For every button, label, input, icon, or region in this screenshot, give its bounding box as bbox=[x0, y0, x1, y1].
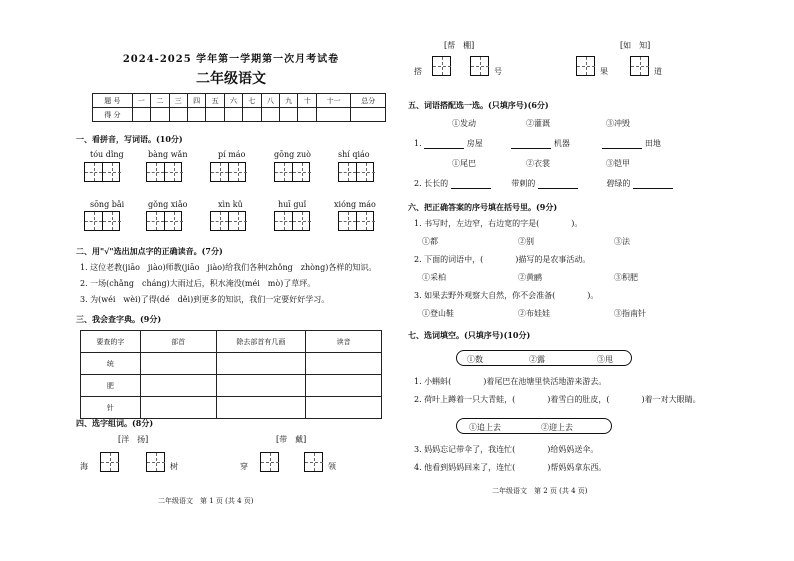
writing-box[interactable] bbox=[304, 452, 323, 472]
pinyin-label: gǒng xiǎo bbox=[148, 200, 188, 209]
writing-box[interactable] bbox=[338, 162, 374, 182]
dict-cell[interactable] bbox=[140, 375, 216, 397]
score-cell[interactable] bbox=[261, 108, 279, 122]
score-header-cell: 五 bbox=[206, 94, 224, 108]
char-pair: [如 知] bbox=[620, 41, 651, 50]
score-header-cell: 八 bbox=[261, 94, 279, 108]
writing-box[interactable] bbox=[84, 211, 120, 231]
writing-box[interactable] bbox=[470, 56, 489, 76]
option: ①都 bbox=[422, 237, 438, 246]
option: ①采柏 bbox=[422, 273, 446, 282]
option: ①登山鞋 bbox=[422, 309, 454, 318]
writing-box[interactable] bbox=[630, 56, 649, 76]
word-char: 海 bbox=[80, 462, 88, 471]
score-cell[interactable] bbox=[298, 108, 316, 122]
dict-cell[interactable] bbox=[216, 375, 306, 397]
dict-cell[interactable] bbox=[140, 353, 216, 375]
page-footer: 二年级语文 第 2 页 (共 4 页) bbox=[492, 487, 588, 495]
dict-char: 统 bbox=[81, 353, 141, 375]
word-bank-box bbox=[456, 418, 612, 434]
question-number: 1. bbox=[414, 139, 422, 148]
writing-box[interactable] bbox=[576, 56, 595, 76]
option: ②迎上去 bbox=[541, 423, 573, 432]
score-header-cell: 二 bbox=[151, 94, 169, 108]
writing-box[interactable] bbox=[146, 211, 182, 231]
dict-char: 针 bbox=[81, 397, 141, 419]
question-line: 3. 妈妈忘记带伞了，我连忙( )给妈妈送伞。 bbox=[414, 445, 599, 454]
option: ②灌溉 bbox=[526, 119, 550, 128]
score-header-cell: 九 bbox=[280, 94, 298, 108]
pinyin-label: xióng máo bbox=[334, 200, 376, 209]
option: ③冲毁 bbox=[606, 119, 630, 128]
subject-title: 二年级语文 bbox=[196, 71, 266, 87]
word-char: 果 bbox=[600, 67, 608, 76]
pinyin-label: shí qiáo bbox=[338, 150, 370, 159]
char-pair: [洋 扬] bbox=[118, 435, 149, 444]
char-pair: [帮 棚] bbox=[444, 41, 475, 50]
question-line: 1. 小蝌蚪( )着尾巴在池塘里快活地游来游去。 bbox=[414, 377, 607, 386]
score-row-label: 得 分 bbox=[93, 108, 133, 122]
section-7-title: 七、选词填空。(只填序号)(10分) bbox=[408, 330, 531, 340]
score-header-cell: 十 bbox=[298, 94, 316, 108]
question-line: 4. 他看到妈妈回来了，连忙( )帮妈妈拿东西。 bbox=[414, 463, 607, 472]
writing-box[interactable] bbox=[210, 211, 246, 231]
score-header-cell: 一 bbox=[132, 94, 150, 108]
dict-cell[interactable] bbox=[306, 397, 382, 419]
option: ②布娃娃 bbox=[518, 309, 550, 318]
writing-box[interactable] bbox=[432, 56, 451, 76]
word-bank-box bbox=[456, 350, 632, 366]
blank[interactable] bbox=[511, 141, 551, 149]
score-header-cell: 十一 bbox=[316, 94, 351, 108]
pinyin-label: pí máo bbox=[218, 150, 246, 159]
option: ②黄鹂 bbox=[518, 273, 542, 282]
pinyin-label: huī guǐ bbox=[278, 200, 307, 209]
score-cell[interactable] bbox=[316, 108, 351, 122]
question-line bbox=[414, 138, 661, 149]
question-line: 3. 为(wéi wèi)了得(dé děi)到更多的知识，我们一定要好好学习。 bbox=[80, 295, 330, 304]
score-cell[interactable] bbox=[243, 108, 261, 122]
question-line: 1. 这位老教(jiāo jiào)师教(jiāo jiào)给我们各种(zhǒng zhòng)各样的知识。 bbox=[80, 263, 377, 272]
word-char: 树 bbox=[170, 462, 178, 471]
dict-header: 除去部首有几画 bbox=[216, 331, 306, 353]
word-char: 号 bbox=[494, 67, 502, 76]
word: 带刺的 bbox=[511, 179, 536, 188]
option: ①尾巴 bbox=[452, 159, 476, 168]
option: ③指南针 bbox=[614, 309, 646, 318]
score-header-cell: 四 bbox=[187, 94, 205, 108]
question-line: 2. 一场(chǎng cháng)大雨过后，积水淹没(méi mò)了草坪。 bbox=[80, 279, 316, 288]
writing-box[interactable] bbox=[274, 162, 310, 182]
word: 田地 bbox=[644, 139, 661, 148]
word: 碧绿的 bbox=[606, 179, 631, 188]
right-page bbox=[408, 30, 718, 520]
option: ②露 bbox=[529, 355, 545, 364]
option: ①数 bbox=[467, 355, 483, 364]
dict-cell[interactable] bbox=[306, 375, 382, 397]
option: ②别 bbox=[518, 237, 534, 246]
dictionary-table bbox=[80, 330, 382, 419]
writing-box[interactable] bbox=[100, 452, 119, 472]
option: ①追上去 bbox=[469, 423, 501, 432]
writing-box[interactable] bbox=[260, 452, 279, 472]
question-line bbox=[414, 178, 673, 189]
section-5-title: 五、词语搭配选一选。(只填序号)(6分) bbox=[408, 100, 549, 110]
score-cell[interactable] bbox=[280, 108, 298, 122]
question-line: 2. 下面的词语中，( )描写的是农事活动。 bbox=[414, 255, 591, 264]
pinyin-label: gōng zuò bbox=[274, 150, 311, 159]
pinyin-label: xìn kǔ bbox=[218, 200, 243, 209]
dict-cell[interactable] bbox=[216, 353, 306, 375]
left-page bbox=[76, 30, 386, 520]
writing-box[interactable] bbox=[146, 452, 165, 472]
section-1-title: 一、看拼音，写词语。(10分) bbox=[76, 134, 183, 144]
exam-title: 2024-2025 学年第一学期第一次月考试卷 bbox=[122, 54, 340, 65]
score-header-cell: 七 bbox=[243, 94, 261, 108]
dict-cell[interactable] bbox=[216, 397, 306, 419]
option: ③铠甲 bbox=[606, 159, 630, 168]
score-cell[interactable] bbox=[151, 108, 169, 122]
section-3-title: 三、我会查字典。(9分) bbox=[76, 314, 162, 324]
blank[interactable] bbox=[424, 141, 464, 149]
option: ③积肥 bbox=[614, 273, 638, 282]
char-pair: [带 戴] bbox=[276, 435, 307, 444]
word: 房屋 bbox=[466, 139, 483, 148]
writing-box[interactable] bbox=[338, 211, 374, 231]
score-cell[interactable] bbox=[224, 108, 242, 122]
score-cell[interactable] bbox=[132, 108, 150, 122]
dict-header: 读音 bbox=[306, 331, 382, 353]
section-6-title: 六、把正确答案的序号填在括号里。(9分) bbox=[408, 202, 558, 212]
option: ①发动 bbox=[452, 119, 476, 128]
option: ②衣裳 bbox=[526, 159, 550, 168]
question-line: 1. 书写时，左边窄，右边宽的字是( )。 bbox=[414, 219, 583, 228]
blank[interactable] bbox=[538, 181, 578, 189]
score-cell[interactable] bbox=[187, 108, 205, 122]
dict-cell[interactable] bbox=[306, 353, 382, 375]
score-header-cell: 总分 bbox=[351, 94, 386, 108]
score-table bbox=[92, 93, 386, 122]
blank[interactable] bbox=[451, 181, 491, 189]
score-header-cell: 题 号 bbox=[93, 94, 133, 108]
pinyin-label: tóu dǐng bbox=[90, 150, 124, 159]
word-char: 搭 bbox=[414, 67, 422, 76]
word-char: 穿 bbox=[240, 462, 248, 471]
dict-cell[interactable] bbox=[140, 397, 216, 419]
option: ③法 bbox=[614, 237, 630, 246]
dict-header: 要查的字 bbox=[81, 331, 141, 353]
pinyin-label: bàng wǎn bbox=[148, 150, 188, 159]
word: 2. 长长的 bbox=[414, 179, 449, 188]
score-header-cell: 三 bbox=[169, 94, 187, 108]
dict-char: 肥 bbox=[81, 375, 141, 397]
score-header-cell: 六 bbox=[224, 94, 242, 108]
page-footer: 二年级语文 第 1 页 (共 4 页) bbox=[158, 497, 254, 505]
question-line: 2. 荷叶上蹲着一只大青蛙，( )着雪白的肚皮，( )着一对大眼睛。 bbox=[414, 395, 701, 404]
option: ③甩 bbox=[597, 355, 613, 364]
word-char: 道 bbox=[654, 67, 662, 76]
writing-box[interactable] bbox=[84, 162, 120, 182]
blank[interactable] bbox=[602, 141, 642, 149]
score-cell[interactable] bbox=[169, 108, 187, 122]
writing-box[interactable] bbox=[274, 211, 310, 231]
word-char: 领 bbox=[328, 462, 336, 471]
blank[interactable] bbox=[633, 181, 673, 189]
writing-box[interactable] bbox=[146, 162, 182, 182]
score-cell[interactable] bbox=[351, 108, 386, 122]
score-cell[interactable] bbox=[206, 108, 224, 122]
section-2-title: 二、用"√"选出加点字的正确读音。(7分) bbox=[76, 246, 223, 256]
dict-header: 部首 bbox=[140, 331, 216, 353]
pinyin-label: sōng bǎi bbox=[90, 200, 125, 209]
question-line: 3. 如果去野外观察大自然，你不会准备( )。 bbox=[414, 291, 599, 300]
section-4-title: 四、选字组词。(8分) bbox=[76, 418, 154, 428]
writing-box[interactable] bbox=[210, 162, 246, 182]
word: 机器 bbox=[553, 139, 570, 148]
